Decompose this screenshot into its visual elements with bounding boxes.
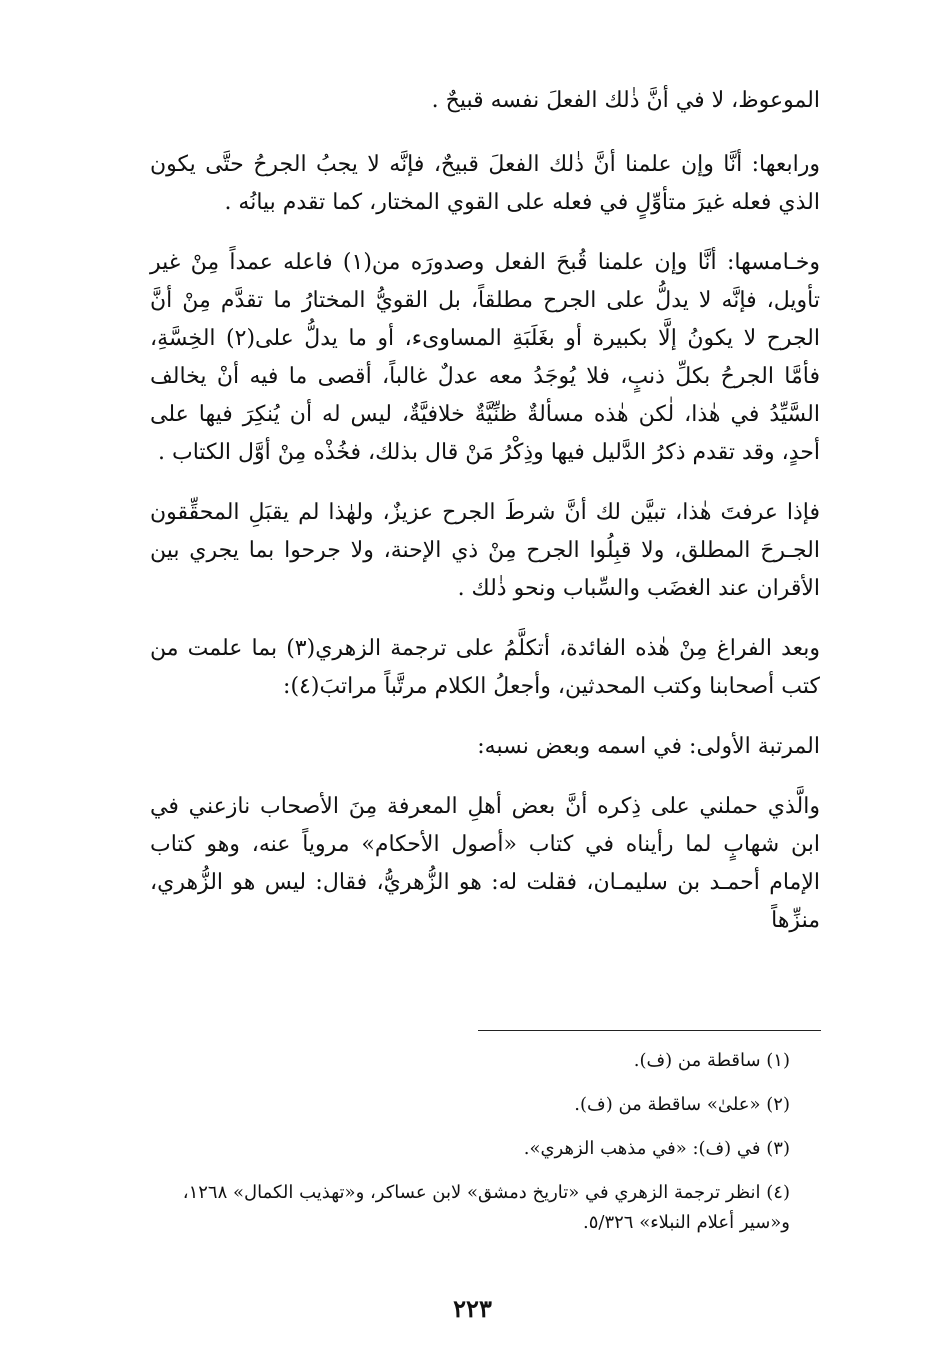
paragraph-4: فإذا عرفتَ هٰذا، تبيَّن لك أنَّ شرطَ الجرح عزيزٌ، ولهٰذا لم يقبَلِ المحقِّقون الجـرحَ المطلق، ولا قبِلُوا الجرح مِنْ ذي الإحنة، ولا جرحوا بما يجري بين الأقران عند الغضَب والسِّباب ونحو ذٰلك .: [150, 500, 820, 601]
paragraph-7: والَّذي حملني على ذِكره أنَّ بعض أهلِ المعرفة مِنَ الأصحاب نازعني في ابن شهابٍ لما رأيناه في كتاب «أصول الأحكام» مروياً عنه، وهو كتاب الإمام أحمـد بن سليمـان، فقلت له: هو الزُّهريُّ، فقال: ليس هو الزُّهري، منزِّهاً: [150, 794, 820, 933]
paragraph-3: وخـامسها: أنَّا وإن علمنا قُبحَ الفعل وصدورَه من(١) فاعله عمداً مِنْ غير تأويل، فإنَّه لا يدلُّ على الجرح مطلقاً، بل القويُّ المختارُ ما تقدَّم مِنْ أنَّ الجرح لا يكونُ إلَّا بكبيرة أو بغَلَبَةِ المساوىء، أو ما يدلُّ على(٢) الخِسَّةِ، فأمَّا الجرحُ بكلِّ ذنبٍ، فلا يُوجَدُ معه عدلٌ غالباً، أقصى ما فيه أنْ يخالف السَّيِّدُ في هٰذا، لٰكن هٰذه مسألةٌ ظنِّيَّةٌ خلافيَّةٌ، ليس له أن يُنكِرَ فيها على أحدٍ، وقد تقدم ذكرُ الدَّليل فيها وذِكْرُ مَنْ قال بذلك، فخُذْه مِنْ أوَّل الكتاب .: [150, 250, 820, 465]
footnote-divider: [478, 1030, 821, 1031]
paragraph-5: وبعد الفراغ مِنْ هٰذه الفائدة، أتكلَّمُ على ترجمة الزهري(٣) بما علمت من كتب أصحابنا وكتب المحدثين، وأجعلُ الكلام مرتَّباً مراتبَ(٤):: [150, 636, 820, 699]
footnote-4: (٤) انظر ترجمة الزهري في «تاريخ دمشق» لابن عساكر، و«تهذيب الكمال» ١٢٦٨، و«سير أعلام النبلاء» ٥/٣٢٦.: [182, 1182, 790, 1233]
paragraph-1: الموعوظ، لا في أنَّ ذٰلك الفعلَ نفسه قبيحٌ .: [431, 88, 820, 113]
footnote-3: (٣) في (ف): «في مذهب الزهري».: [523, 1138, 790, 1159]
footnote-2: (٢) «علىٰ» ساقطة من (ف).: [574, 1094, 790, 1115]
main-text: [150, 82, 820, 962]
paragraph-2: ورابعها: أنَّا وإن علمنا أنَّ ذٰلك الفعلَ قبيحٌ، فإنَّه لا يجبُ الجرحُ حتَّى يكون الذي فعله غيرَ متأوِّلٍ في فعله على القوي المختار، كما تقدم بيانُه .: [150, 152, 820, 215]
footnote-1: (١) ساقطة من (ف).: [633, 1050, 790, 1071]
page-number: ٢٢٣: [453, 1294, 492, 1323]
section-heading: المرتبة الأولى: في اسمه وبعض نسبه:: [477, 734, 820, 759]
footnotes: [150, 1046, 790, 1238]
